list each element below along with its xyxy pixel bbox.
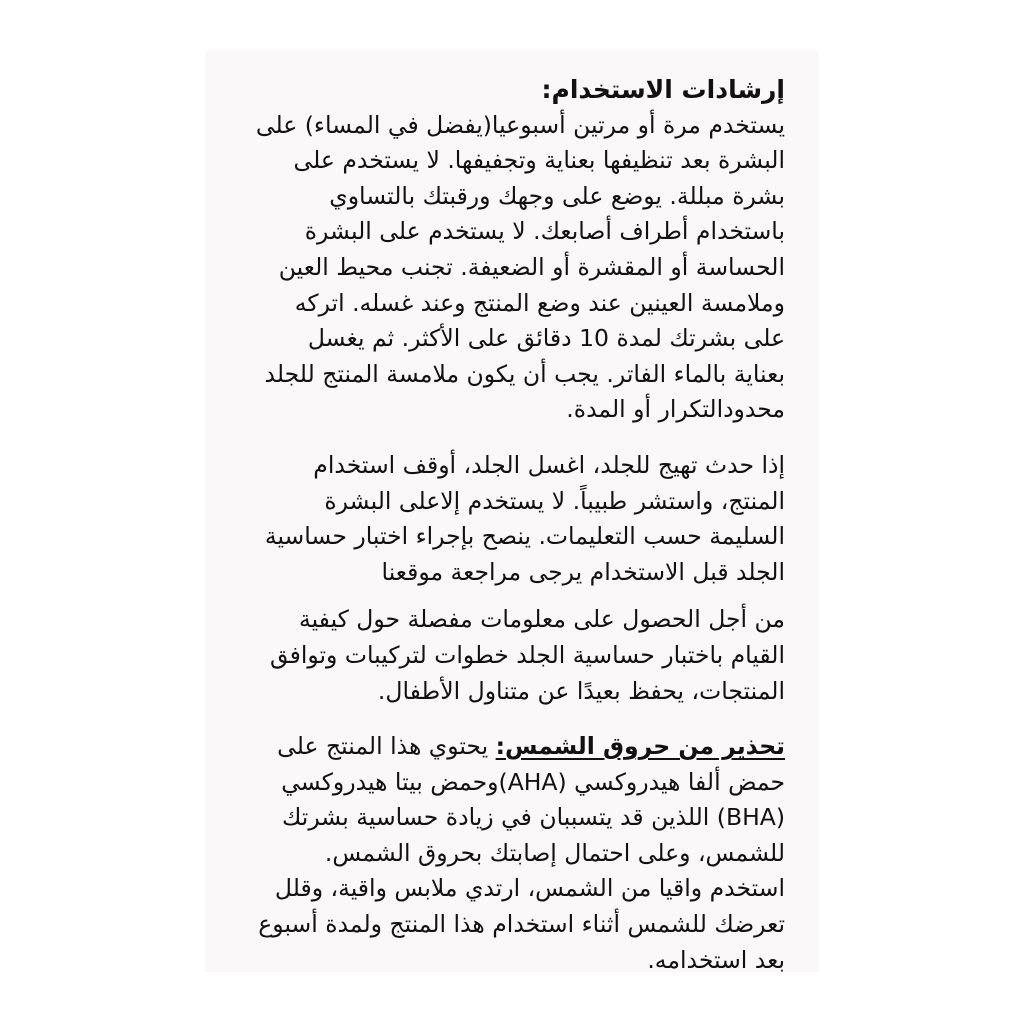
- sunburn-heading: تحذير من حروق الشمس:: [495, 732, 785, 761]
- usage-paragraph: يستخدم مرة أو مرتين أسبوعيا(يفضل في المساء) على البشرة بعد تنظيفها بعناية وتجفيفها. لا يستخدم على بشرة مبللة. يوضع على وجهك ورقبتك بالتساوي باستخدام أطراف أصابعك. لا يستخدم على البشرة الحساسة أو المقشرة أو الضعيفة. تجنب محيط العين وملامسة العينين عند وضع المنتج وعند غسله. اتركه على بشرتك لمدة 10 دقائق على الأكثر. ثم يغسل بعناية بالماء الفاتر. يجب أن يكون ملامسة المنتج للجلد محدودالتكرار أو المدة.: [255, 110, 785, 424]
- sunburn-paragraph: [255, 729, 785, 978]
- usage-heading: إرشادات الاستخدام:: [541, 75, 785, 104]
- instruction-leaflet: [205, 50, 819, 972]
- website-paragraph: من أجل الحصول على معلومات مفصلة حول كيفية القيام باختبار حساسية الجلد خطوات لتركيبات وتوافق المنتجات، يحفظ بعيدًا عن متناول الأطفال.: [270, 605, 785, 705]
- irritation-paragraph: إذا حدث تهيج للجلد، اغسل الجلد، أوقف استخدام المنتج، واستشر طبيباً. لا يستخدم إلاعلى البشرة السليمة حسب التعليمات. ينصح بإجراء اختبار حساسية الجلد قبل الاستخدام يرجى مراجعة موقعنا: [264, 450, 785, 586]
- leaflet-text: [255, 72, 785, 978]
- paragraph-gap: [255, 428, 785, 448]
- sunburn-text: يحتوي هذا المنتج على حمض ألفا هيدروكسي (AHA)وحمض بيتا هيدروكسي (BHA) اللذين قد يتسببان في زيادة حساسية بشرتك للشمس، وعلى احتمال إصابتك بحروق الشمس. استخدم واقيا من الشمس، ارتدي ملابس واقية، وقلل تعرضك للشمس أثناء استخدام هذا المنتج ولمدة أسبوع بعد استخدامه.: [258, 732, 785, 974]
- paragraph-gap: [255, 709, 785, 729]
- paragraph-gap: [255, 590, 785, 602]
